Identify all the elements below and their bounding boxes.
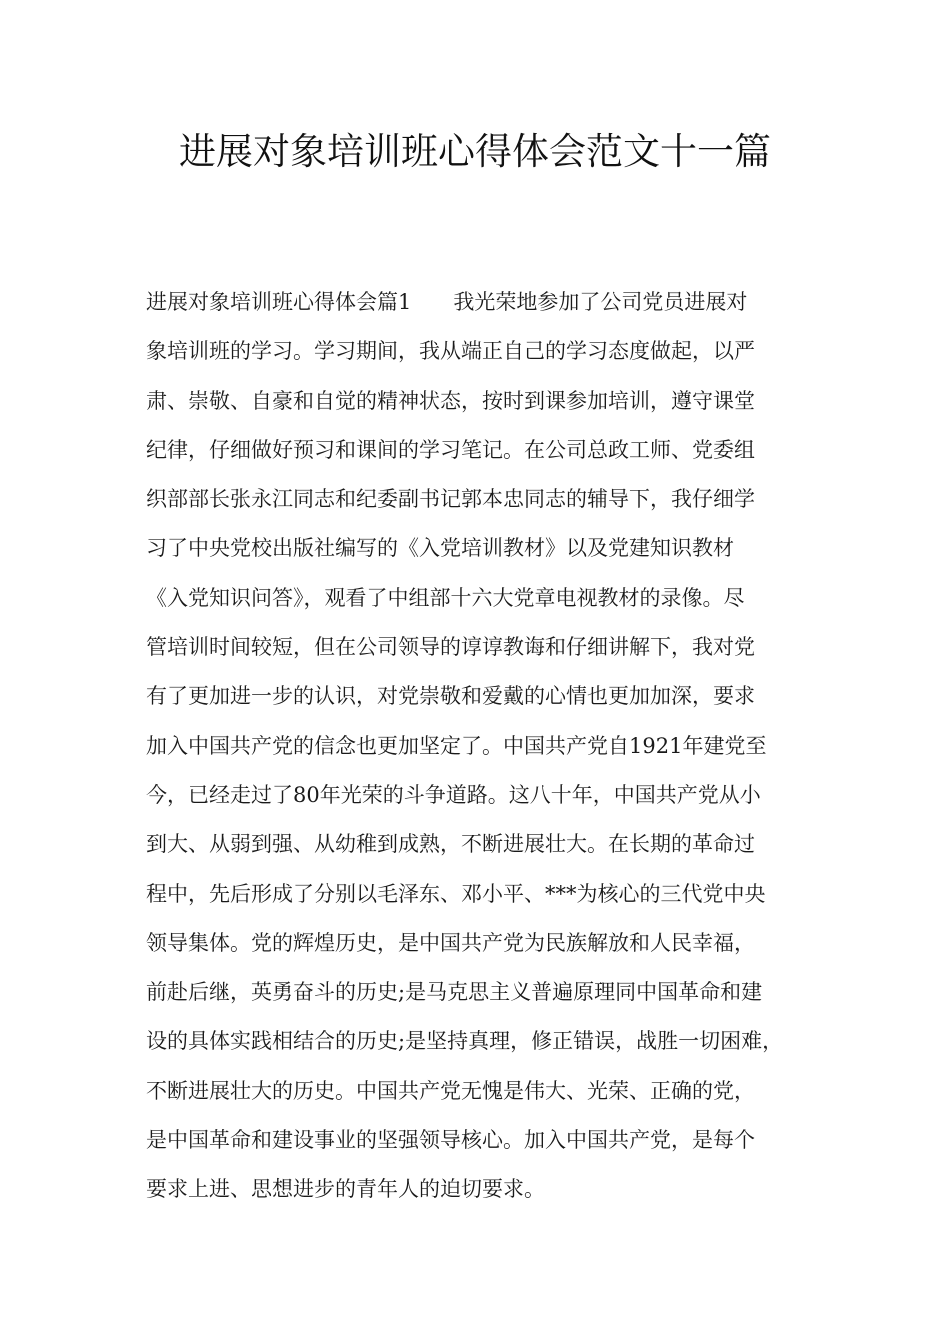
document-title: 进展对象培训班心得体会范文十一篇: [179, 130, 771, 173]
body-line: 肃、崇敬、自豪和自觉的精神状态，按时到课参加培训，遵守课堂: [146, 388, 755, 413]
body-line: 《入党知识问答》，观看了中组部十六大党章电视教材的录像。尽: [146, 585, 745, 610]
body-line: 到大、从弱到强、从幼稚到成熟，不断进展壮大。在长期的革命过: [146, 832, 755, 857]
body-line: 今，已经走过了80年光荣的斗争道路。这八十年，中国共产党从小: [146, 782, 761, 807]
body-line: 管培训时间较短，但在公司领导的谆谆教诲和仔细讲解下，我对党: [146, 635, 755, 660]
body-line: 要求上进、思想进步的青年人的迫切要求。: [146, 1177, 545, 1202]
body-line: 设的具体实践相结合的历史;是坚持真理，修正错误，战胜一切困难，: [146, 1029, 784, 1054]
body-line: 习了中央党校出版社编写的《入党培训教材》以及党建知识教材: [146, 536, 734, 561]
body-line: 纪律，仔细做好预习和课间的学习笔记。在公司总政工师、党委组: [146, 437, 755, 462]
body-line: 前赴后继，英勇奋斗的历史;是马克思主义普遍原理同中国革命和建: [146, 980, 763, 1005]
body-line: 程中，先后形成了分别以毛泽东、邓小平、***为核心的三代党中央: [146, 881, 766, 906]
body-line: 有了更加进一步的认识，对党崇敬和爱戴的心情也更加加深，要求: [146, 684, 755, 709]
body-line: 进展对象培训班心得体会篇1 我光荣地参加了公司党员进展对: [146, 290, 748, 314]
body-line: 是中国革命和建设事业的坚强领导核心。加入中国共产党，是每个: [146, 1128, 755, 1153]
body-line: 不断进展壮大的历史。中国共产党无愧是伟大、光荣、正确的党，: [146, 1078, 755, 1103]
body-line: 加入中国共产党的信念也更加坚定了。中国共产党自1921年建党至: [146, 733, 767, 758]
body-line: 领导集体。党的辉煌历史，是中国共产党为民族解放和人民幸福，: [146, 930, 755, 955]
body-line: 织部部长张永江同志和纪委副书记郭本忠同志的辅导下，我仔细学: [146, 487, 755, 512]
body-line: 象培训班的学习。学习期间，我从端正自己的学习态度做起，以严: [146, 339, 755, 364]
document-body: [146, 283, 836, 1220]
